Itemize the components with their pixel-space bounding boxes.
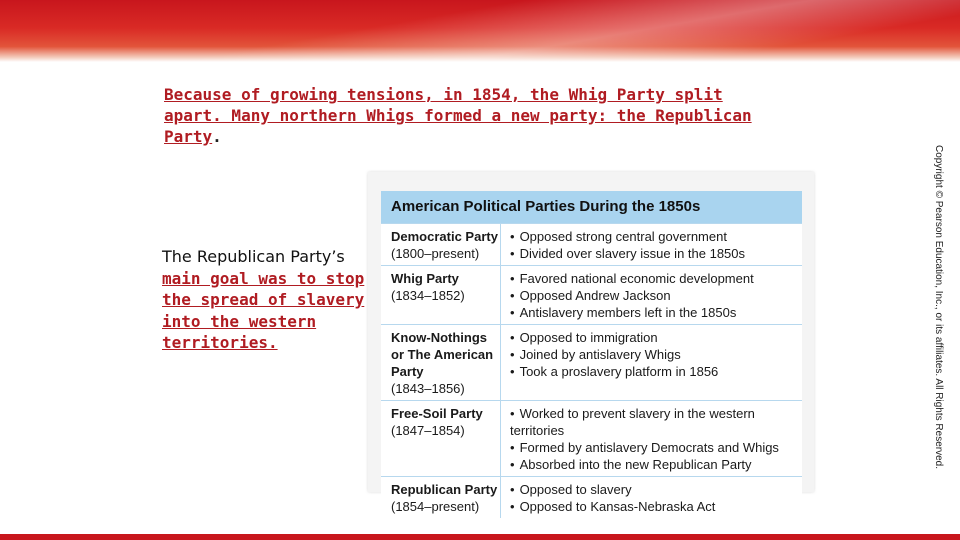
point-item: • Formed by antislavery Democrats and Whigs	[510, 439, 802, 456]
point-item: • Opposed Andrew Jackson	[510, 287, 802, 304]
party-years: (1800–present)	[391, 246, 480, 261]
point-item: • Favored national economic development	[510, 270, 802, 287]
points-cell	[501, 266, 802, 324]
party-cell	[381, 224, 501, 265]
table-row	[381, 265, 802, 324]
party-years: (1854–present)	[391, 499, 480, 514]
point-item: • Opposed to Kansas-Nebraska Act	[510, 498, 802, 515]
point-item: • Absorbed into the new Republican Party	[510, 456, 802, 473]
party-years: (1847–1854)	[391, 423, 465, 438]
copyright-text: Copyright © Pearson Education, Inc., or its affiliates. All Rights Reserved.	[933, 145, 944, 470]
table-title: American Political Parties During the 1850s	[381, 191, 802, 223]
point-item: • Divided over slavery issue in the 1850s	[510, 245, 802, 262]
points-cell	[501, 477, 802, 518]
copyright-notice	[932, 145, 944, 470]
slide-heading	[164, 84, 784, 147]
point-item: • Opposed to slavery	[510, 481, 802, 498]
party-cell	[381, 477, 501, 518]
parties-table-image	[368, 172, 814, 514]
party-years: (1843–1856)	[391, 381, 465, 396]
points-cell	[501, 224, 802, 265]
bottom-bar	[0, 534, 960, 540]
point-item: • Worked to prevent slavery in the western territories	[510, 405, 802, 439]
point-item: • Joined by antislavery Whigs	[510, 346, 802, 363]
top-banner	[0, 0, 960, 62]
table-row	[381, 223, 802, 265]
table-row	[381, 400, 802, 476]
banner-sheen	[0, 0, 960, 62]
side-note-highlight: main goal was to stop the spread of slavery into the western territories.	[162, 268, 365, 352]
party-name: Democratic Party	[391, 229, 498, 244]
heading-text: Because of growing tensions, in 1854, the Whig Party split apart. Many northern Whigs formed a new party: the Republican Party	[164, 85, 752, 146]
points-cell	[501, 325, 802, 400]
party-name: Whig Party	[391, 271, 459, 286]
point-item: • Antislavery members left in the 1850s	[510, 304, 802, 321]
table-row	[381, 324, 802, 400]
heading-period: .	[212, 127, 222, 146]
party-name: Free-Soil Party	[391, 406, 483, 421]
point-item: • Opposed to immigration	[510, 329, 802, 346]
side-note-intro: The Republican Party’s	[162, 247, 345, 266]
points-cell	[501, 401, 802, 476]
party-cell	[381, 325, 501, 400]
point-item: • Opposed strong central government	[510, 228, 802, 245]
party-cell	[381, 266, 501, 324]
party-name: Know-Nothings or The American Party	[391, 330, 494, 379]
table-row	[381, 476, 802, 518]
party-cell	[381, 401, 501, 476]
point-item: • Took a proslavery platform in 1856	[510, 363, 802, 380]
parties-table	[381, 191, 802, 518]
party-years: (1834–1852)	[391, 288, 465, 303]
party-name: Republican Party	[391, 482, 498, 497]
side-note	[162, 246, 372, 354]
